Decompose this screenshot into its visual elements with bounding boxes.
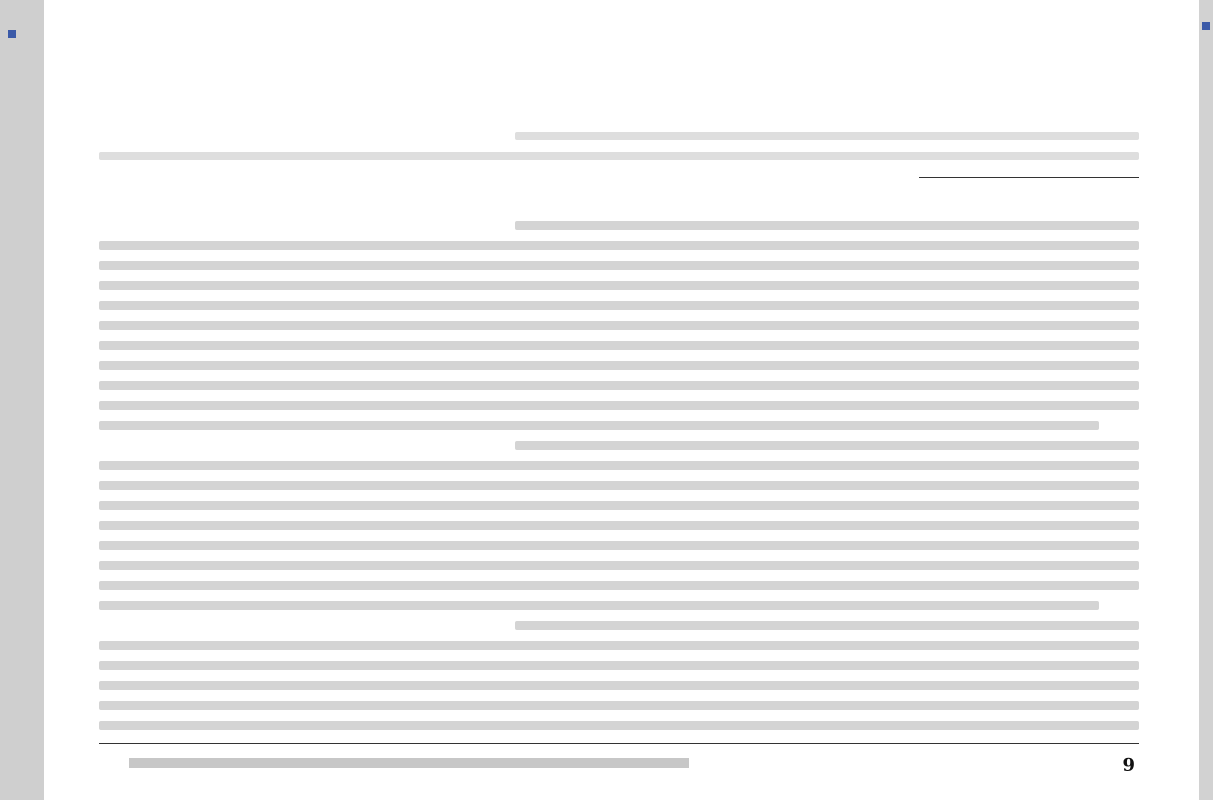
corner-mark xyxy=(1202,22,1210,30)
left-margin-strip xyxy=(0,0,44,800)
scanned-page xyxy=(44,0,1199,800)
corner-mark xyxy=(8,30,16,38)
page-content-rotated xyxy=(44,0,1199,800)
footnote-divider xyxy=(919,177,1139,178)
footnotes-unreadable xyxy=(99,120,1139,160)
running-title-unreadable xyxy=(129,758,689,768)
page-number: 6 xyxy=(1122,753,1135,774)
page-header xyxy=(99,743,1139,778)
right-margin-strip xyxy=(1199,0,1213,800)
body-text-unreadable xyxy=(99,210,1139,730)
